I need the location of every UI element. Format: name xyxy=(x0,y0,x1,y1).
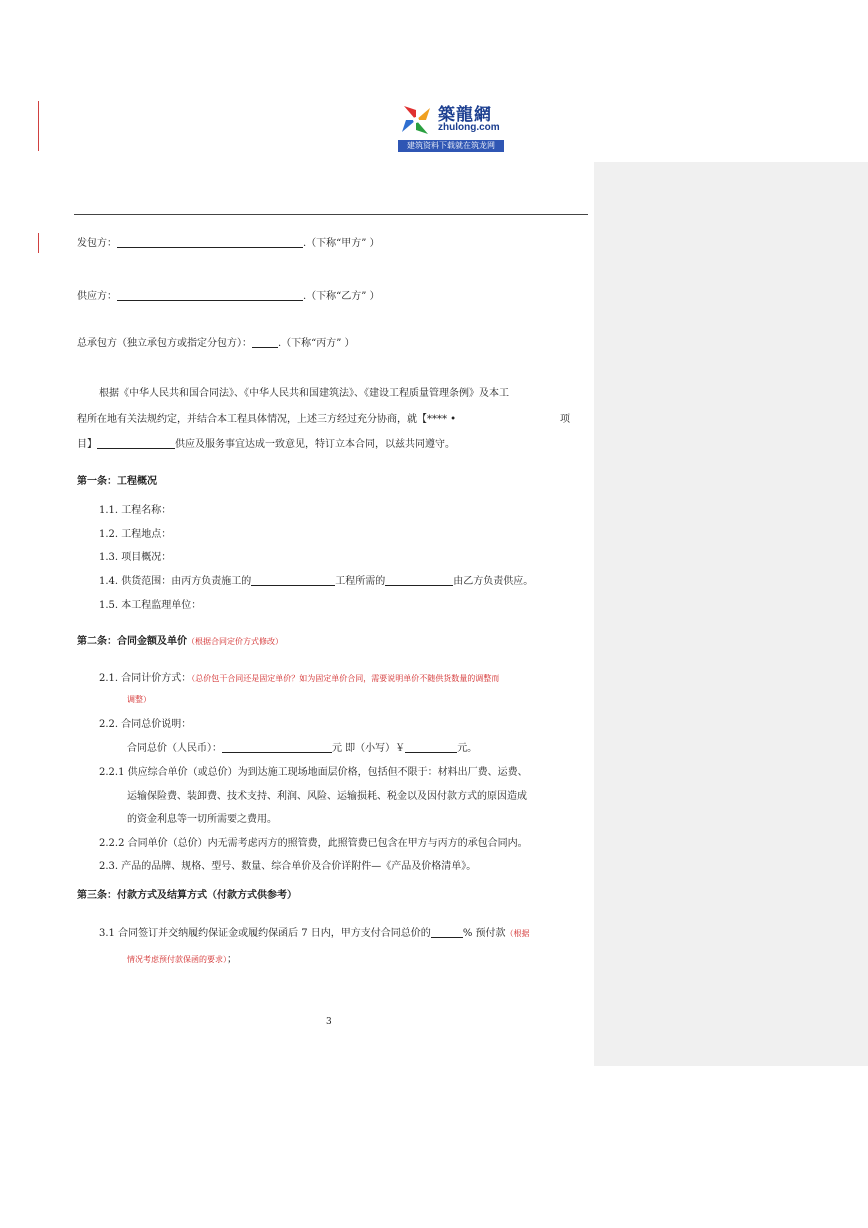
zhulong-logo xyxy=(398,98,504,154)
supply-goods-blank xyxy=(385,574,453,586)
intro-line-3 xyxy=(77,435,455,450)
intro-line-2 xyxy=(77,410,456,425)
revision-mark xyxy=(38,233,39,253)
contract-total-label: 合同总价（人民币）： xyxy=(127,743,222,754)
article-2-heading xyxy=(77,632,283,647)
item-2-2-1-cont1: 运输保险费、装卸费、技术支持、利润、风险、运输损耗、税金以及因付款方式的原因造成 xyxy=(127,791,527,802)
item-1-5: 1.5. 本工程监理单位： xyxy=(99,600,202,611)
party-b-line xyxy=(77,287,380,302)
party-b-suffix: .（下称“乙方” ） xyxy=(303,291,380,302)
contract-total-mid: 元 即（小写）￥ xyxy=(332,743,406,754)
item-2-2-1: 2.2.1 供应综合单价（或总价）为到达施工现场地面层价格，包括但不限于：材料出厂费、运费、 xyxy=(99,767,528,778)
item-3-1-b: % 预付款 xyxy=(462,928,506,939)
item-2-2: 2.2. 合同总价说明： xyxy=(99,719,192,730)
item-2-1 xyxy=(99,669,499,684)
item-3-1-cont xyxy=(127,950,237,965)
logo-domain: zhulong.com xyxy=(438,122,500,133)
item-3-1-a: 3.1 合同签订并交纳履约保证金或履约保函后 7 日内，甲方支付合同总价的 xyxy=(99,928,431,939)
item-1-4 xyxy=(99,572,533,587)
item-1-2: 1.2. 工程地点： xyxy=(99,529,172,540)
party-a-suffix: .（下称“甲方” ） xyxy=(303,238,380,249)
logo-slogan: 建筑资料下载就在筑龙网 xyxy=(398,140,504,152)
item-3-1 xyxy=(99,924,530,939)
party-c-label: 总承包方（独立承包方或指定分包方）： xyxy=(77,338,252,349)
article-3-title: 第三条：付款方式及结算方式（付款方式供参考） xyxy=(77,890,297,901)
party-c-line xyxy=(77,334,355,349)
item-2-2-2: 2.2.2 合同单价（总价）内无需考虑丙方的照管费，此照管费已包含在甲方与丙方的承包合同内。 xyxy=(99,838,528,849)
article-2-note: （根据合同定价方式修改） xyxy=(187,637,283,646)
item-3-1-end: ； xyxy=(227,954,237,965)
total-figure-blank xyxy=(405,741,457,753)
party-b-label: 供应方： xyxy=(77,291,117,302)
review-pane xyxy=(594,162,868,1066)
item-2-2-1-cont2: 的资金利息等一切所需要之费用。 xyxy=(127,814,277,825)
article-1-title: 第一条：工程概况 xyxy=(77,476,157,487)
item-3-1-note: （根据 xyxy=(505,929,530,938)
page-number: 3 xyxy=(326,1017,332,1027)
item-1-4-c: 由乙方负责供应。 xyxy=(453,576,534,587)
item-3-1-note-cont: 情况考虑预付款保函的要求） xyxy=(127,955,227,964)
item-2-1-note: （总价包干合同还是固定单价？如为固定单价合同，需要说明单价不随供货数量的调整而 xyxy=(191,674,500,683)
total-amount-blank xyxy=(222,741,332,753)
intro-line-2-text: 程所在地有关法规约定，并结合本工程具体情况，上述三方经过充分协商，就【**** • xyxy=(77,414,457,425)
item-2-1-note-cont: 调整） xyxy=(127,695,151,704)
contract-total-end: 元。 xyxy=(457,743,478,754)
logo-title: 築龍網 xyxy=(438,105,492,125)
article-2-title: 第二条：合同金额及单价 xyxy=(77,636,187,647)
item-1-3: 1.3. 项目概况： xyxy=(99,552,172,563)
party-c-suffix: .（下称“丙方” ） xyxy=(278,338,355,349)
item-1-4-b: 工程所需的 xyxy=(335,576,386,587)
project-name-blank xyxy=(97,437,175,449)
item-1-1: 1.1. 工程名称： xyxy=(99,505,172,516)
party-b-blank xyxy=(117,289,303,301)
intro-line-1: 根据《中华人民共和国合同法》、《中华人民共和国建筑法》、《建设工程质量管理条例》及本工 xyxy=(99,388,509,399)
header-rule xyxy=(74,214,588,215)
item-2-3: 2.3. 产品的品牌、规格、型号、数量、综合单价及合价详附件—《产品及价格清单》。 xyxy=(99,861,477,872)
supply-project-blank xyxy=(251,574,335,586)
item-2-1-label: 2.1. 合同计价方式： xyxy=(99,673,192,684)
pinwheel-logo-icon xyxy=(398,102,434,138)
intro-line-3-start: 目】 xyxy=(77,439,97,450)
party-a-line xyxy=(77,234,380,249)
party-a-label: 发包方： xyxy=(77,238,117,249)
intro-line-3-text: 供应及服务事宜达成一致意见，特订立本合同，以兹共同遵守。 xyxy=(175,439,455,450)
item-1-4-a: 1.4. 供货范围：由丙方负责施工的 xyxy=(99,576,252,587)
intro-line-2-end: 项 xyxy=(560,414,570,425)
party-c-blank xyxy=(252,336,278,348)
revision-mark xyxy=(38,101,39,151)
party-a-blank xyxy=(117,236,303,248)
contract-total-line xyxy=(127,739,477,754)
prepay-percent-blank xyxy=(431,926,463,938)
